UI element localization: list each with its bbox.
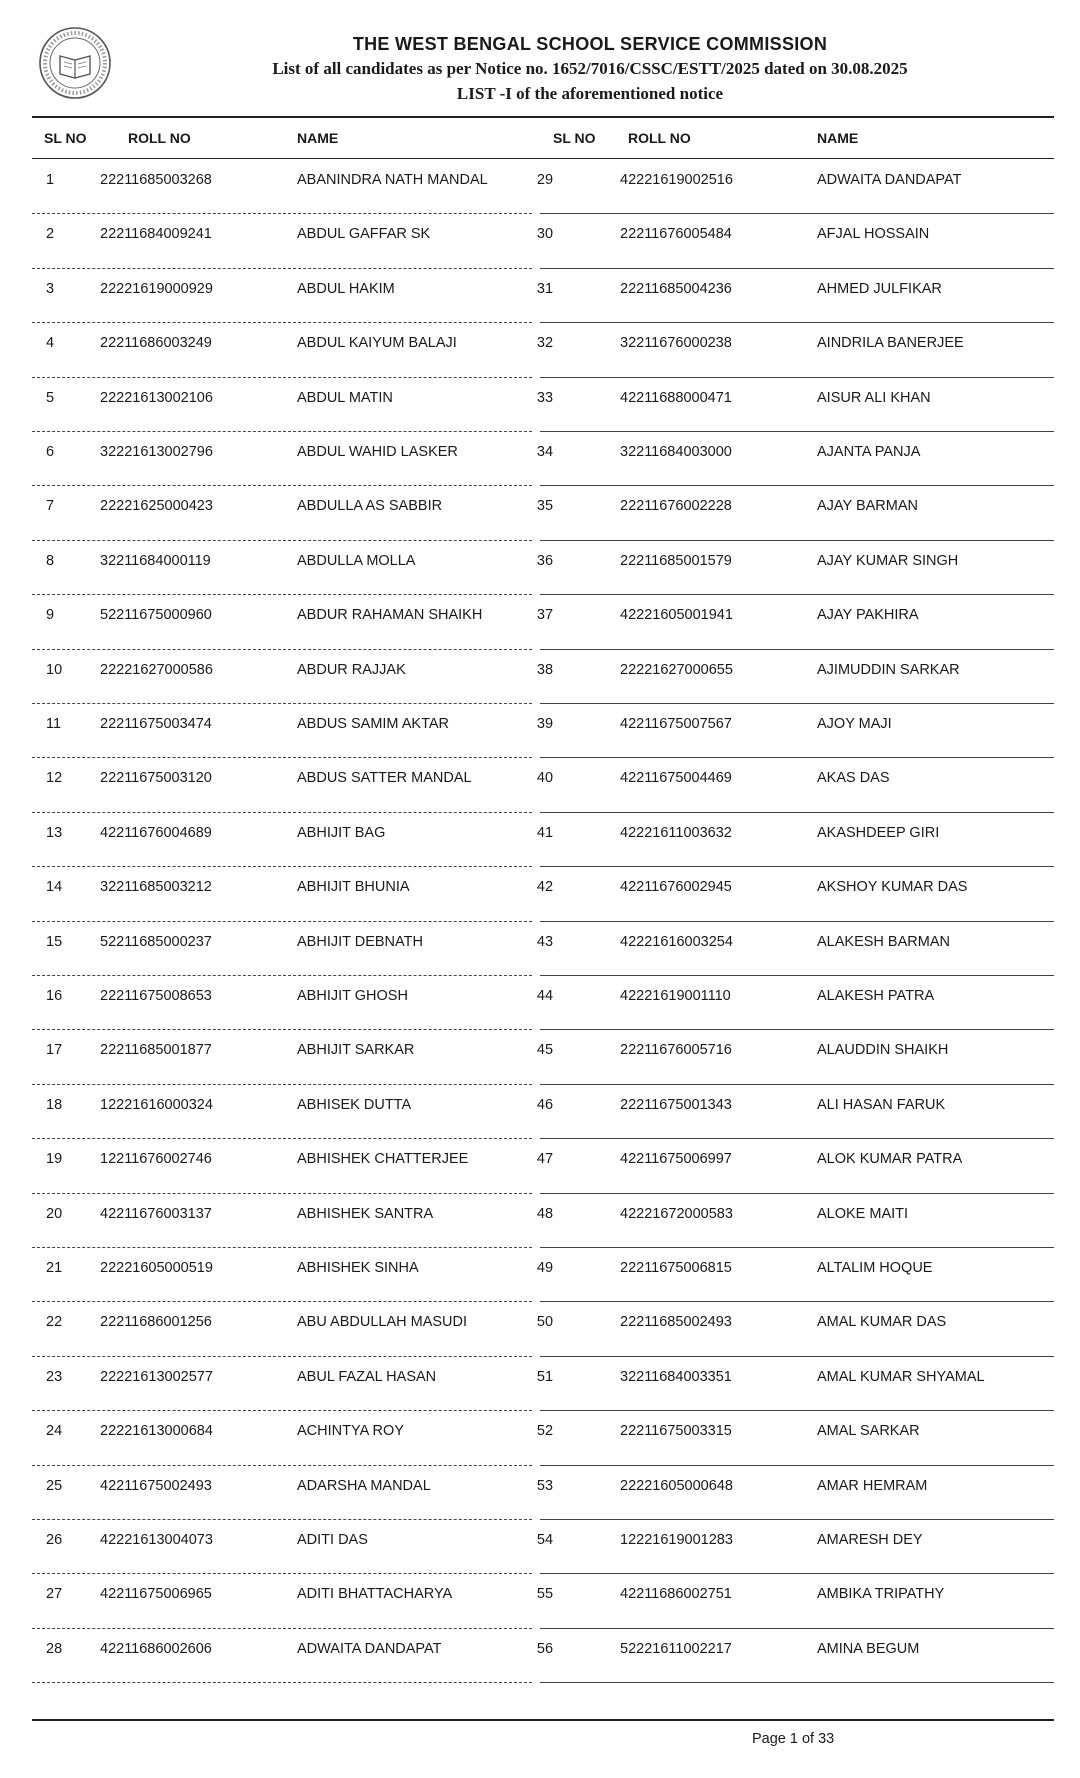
table-row	[0, 1520, 1080, 1574]
table-row	[0, 867, 1080, 921]
cell-name-right: ALAKESH PATRA	[817, 988, 935, 1004]
cell-name-right: AJIMUDDIN SARKAR	[817, 661, 960, 678]
cell-name-right: ALOK KUMAR PATRA	[817, 1151, 963, 1168]
cell-sl-left: 16	[46, 988, 63, 1004]
cell-sl-left: 26	[46, 1532, 63, 1548]
cell-sl-left: 20	[46, 1205, 63, 1222]
cell-name-left: ADWAITA DANDAPAT	[297, 1640, 442, 1657]
table-row	[0, 976, 1080, 1030]
cell-name-right: ADWAITA DANDAPAT	[817, 172, 962, 188]
cell-name-left: ABU ABDULLAH MASUDI	[297, 1314, 468, 1331]
cell-name-left: ABDUL KAIYUM BALAJI	[297, 335, 457, 352]
cell-roll-left: 22221627000586	[100, 661, 213, 678]
cell-name-right: ALAUDDIN SHAIKH	[817, 1042, 949, 1059]
cell-name-left: ABDULLA MOLLA	[297, 552, 416, 569]
cell-sl-left: 15	[46, 933, 63, 950]
column-header-rule	[32, 158, 1054, 159]
row-separator-right	[540, 1682, 1054, 1683]
column-header-roll-left: ROLL NO	[128, 130, 191, 146]
cell-name-right: AISUR ALI KHAN	[817, 389, 931, 406]
table-row	[0, 1194, 1080, 1248]
cell-name-right: ALI HASAN FARUK	[817, 1096, 946, 1113]
cell-sl-right: 50	[536, 1314, 554, 1331]
cell-sl-right: 55	[536, 1586, 554, 1603]
cell-roll-left: 42211676003137	[100, 1205, 212, 1222]
cell-roll-right: 22221605000648	[620, 1477, 733, 1494]
cell-roll-left: 42211686002606	[100, 1640, 212, 1657]
table-row	[0, 1030, 1080, 1084]
cell-sl-left: 5	[46, 389, 55, 406]
cell-sl-right: 39	[536, 716, 554, 732]
cell-name-right: AINDRILA BANERJEE	[817, 335, 964, 352]
table-row	[0, 758, 1080, 812]
cell-name-left: ABDUR RAJJAK	[297, 661, 406, 678]
cell-roll-left: 32211684000119	[100, 552, 211, 569]
table-row	[0, 1139, 1080, 1193]
cell-sl-right: 54	[536, 1532, 554, 1548]
table-row	[0, 1085, 1080, 1139]
cell-roll-right: 42211675004469	[620, 770, 732, 787]
cell-roll-right: 42211675007567	[620, 716, 732, 732]
cell-sl-right: 40	[536, 770, 554, 787]
cell-name-right: AJAY KUMAR SINGH	[817, 552, 959, 569]
cell-name-right: ALOKE MAITI	[817, 1205, 909, 1222]
cell-roll-left: 42221613004073	[100, 1532, 213, 1548]
cell-sl-right: 35	[536, 498, 554, 515]
cell-sl-right: 36	[536, 552, 554, 569]
cell-name-right: ALAKESH BARMAN	[817, 933, 950, 950]
cell-roll-right: 22211685004236	[620, 280, 732, 297]
table-row	[0, 486, 1080, 540]
table-row	[0, 704, 1080, 758]
cell-sl-left: 27	[46, 1586, 63, 1603]
cell-sl-left: 14	[46, 879, 63, 896]
cell-roll-right: 12221619001283	[620, 1532, 733, 1548]
cell-sl-right: 29	[536, 172, 554, 188]
cell-roll-right: 42221619002516	[620, 172, 733, 188]
cell-sl-left: 1	[46, 172, 55, 188]
cell-roll-right: 42221672000583	[620, 1205, 733, 1222]
column-header-name-right: NAME	[817, 130, 859, 146]
cell-roll-left: 22211685001877	[100, 1042, 212, 1059]
cell-sl-left: 18	[46, 1096, 63, 1113]
cell-name-right: AJOY MAJI	[817, 716, 892, 732]
cell-sl-right: 45	[536, 1042, 554, 1059]
cell-roll-left: 22211675003120	[100, 770, 212, 787]
cell-name-right: AMBIKA TRIPATHY	[817, 1586, 945, 1603]
cell-name-left: ABDUL WAHID LASKER	[297, 444, 458, 460]
cell-roll-right: 22211676005484	[620, 226, 732, 243]
cell-name-right: AMAL KUMAR DAS	[817, 1314, 947, 1331]
cell-name-left: ABDUR RAHAMAN SHAIKH	[297, 607, 483, 624]
cell-name-left: ADARSHA MANDAL	[297, 1477, 431, 1494]
cell-roll-right: 42221616003254	[620, 933, 733, 950]
cell-sl-right: 46	[536, 1096, 554, 1113]
cell-name-left: ABHIJIT BAG	[297, 824, 386, 841]
list-subtitle: LIST -I of the aforementioned notice	[456, 84, 724, 103]
cell-name-left: ABHIJIT SARKAR	[297, 1042, 415, 1059]
cell-name-right: AHMED JULFIKAR	[817, 280, 942, 297]
cell-name-left: ABHISHEK CHATTERJEE	[297, 1151, 469, 1168]
row-separator-left	[32, 1682, 532, 1683]
cell-name-left: ABHIJIT GHOSH	[297, 988, 408, 1004]
cell-name-right: AJAY PAKHIRA	[817, 607, 919, 624]
cell-name-right: AJAY BARMAN	[817, 498, 918, 515]
notice-subtitle: List of all candidates as per Notice no. 1652/7016/CSSC/ESTT/2025 dated on 30.08.2025	[272, 59, 908, 78]
cell-sl-left: 28	[46, 1640, 63, 1657]
cell-name-left: ACHINTYA ROY	[297, 1423, 404, 1440]
cell-sl-right: 44	[536, 988, 554, 1004]
cell-roll-right: 22211685001579	[620, 552, 732, 569]
footer-rule	[32, 1719, 1054, 1721]
table-row	[0, 650, 1080, 704]
cell-name-right: ALTALIM HOQUE	[817, 1260, 933, 1276]
cell-roll-right: 32211676000238	[620, 335, 732, 352]
cell-name-right: AMARESH DEY	[817, 1532, 923, 1548]
cell-sl-right: 37	[536, 607, 554, 624]
table-row	[0, 1629, 1080, 1683]
cell-name-left: ADITI BHATTACHARYA	[297, 1586, 453, 1603]
cell-name-right: AMAL KUMAR SHYAMAL	[817, 1368, 985, 1385]
header-top-rule	[32, 116, 1054, 118]
cell-roll-right: 22211675001343	[620, 1096, 732, 1113]
table-row	[0, 160, 1080, 214]
cell-roll-left: 52211685000237	[100, 933, 212, 950]
cell-roll-left: 22221625000423	[100, 498, 213, 515]
cell-roll-right: 42221619001110	[620, 988, 731, 1004]
cell-name-right: AFJAL HOSSAIN	[817, 226, 930, 243]
table-row	[0, 1574, 1080, 1628]
cell-roll-right: 22211675006815	[620, 1260, 732, 1276]
cell-sl-right: 42	[536, 879, 554, 896]
cell-sl-left: 8	[46, 552, 55, 569]
cell-sl-right: 38	[536, 661, 554, 678]
cell-name-left: ADITI DAS	[297, 1532, 368, 1548]
table-row	[0, 323, 1080, 377]
cell-sl-right: 31	[536, 280, 554, 297]
cell-name-left: ABDUS SAMIM AKTAR	[297, 716, 450, 732]
cell-name-right: AMAL SARKAR	[817, 1423, 920, 1440]
cell-roll-left: 42211675006965	[100, 1586, 212, 1603]
cell-name-left: ABANINDRA NATH MANDAL	[297, 172, 488, 188]
cell-sl-left: 13	[46, 824, 63, 841]
cell-sl-left: 4	[46, 335, 55, 352]
cell-roll-right: 42211686002751	[620, 1586, 732, 1603]
cell-roll-left: 22221613000684	[100, 1423, 213, 1440]
cell-name-left: ABHIJIT BHUNIA	[297, 879, 410, 896]
cell-name-left: ABUL FAZAL HASAN	[297, 1368, 437, 1385]
cell-roll-left: 22211686001256	[100, 1314, 212, 1331]
cell-roll-right: 42211688000471	[620, 389, 732, 406]
cell-name-left: ABHISHEK SINHA	[297, 1260, 419, 1276]
page-number: Page 1 of 33	[752, 1731, 835, 1747]
cell-sl-right: 30	[536, 226, 554, 243]
cell-roll-right: 22211685002493	[620, 1314, 732, 1331]
cell-roll-left: 52211675000960	[100, 607, 212, 624]
cell-roll-left: 22211686003249	[100, 335, 212, 352]
cell-name-right: AKAS DAS	[817, 770, 890, 787]
table-row	[0, 1357, 1080, 1411]
column-header-sl-right: SL NO	[553, 130, 596, 146]
cell-name-left: ABHIJIT DEBNATH	[297, 933, 423, 950]
cell-name-left: ABDUL HAKIM	[297, 280, 395, 297]
cell-sl-right: 53	[536, 1477, 554, 1494]
cell-roll-left: 22221613002577	[100, 1368, 213, 1385]
cell-sl-right: 49	[536, 1260, 554, 1276]
cell-sl-right: 51	[536, 1368, 554, 1385]
cell-sl-left: 24	[46, 1423, 63, 1440]
cell-name-right: AKSHOY KUMAR DAS	[817, 879, 968, 896]
cell-roll-left: 22211675008653	[100, 988, 212, 1004]
cell-roll-right: 22211675003315	[620, 1423, 732, 1440]
commission-seal-logo	[38, 26, 112, 100]
cell-sl-left: 3	[46, 280, 55, 297]
cell-sl-left: 10	[46, 661, 63, 678]
cell-name-right: AMINA BEGUM	[817, 1640, 920, 1657]
cell-roll-right: 42211676002945	[620, 879, 732, 896]
cell-roll-right: 42211675006997	[620, 1151, 732, 1168]
cell-sl-right: 33	[536, 389, 554, 406]
cell-sl-right: 56	[536, 1640, 554, 1657]
table-row	[0, 432, 1080, 486]
cell-sl-left: 7	[46, 498, 55, 515]
cell-roll-left: 32221613002796	[100, 444, 213, 460]
cell-roll-right: 32211684003000	[620, 444, 732, 460]
cell-roll-left: 42211675002493	[100, 1477, 212, 1494]
cell-roll-left: 22211675003474	[100, 716, 212, 732]
cell-sl-right: 41	[536, 824, 554, 841]
cell-roll-left: 22211684009241	[100, 226, 212, 243]
cell-sl-left: 25	[46, 1477, 63, 1494]
table-row	[0, 1248, 1080, 1302]
table-row	[0, 1411, 1080, 1465]
cell-sl-left: 6	[46, 444, 55, 460]
cell-sl-right: 52	[536, 1423, 554, 1440]
cell-sl-left: 22	[46, 1314, 63, 1331]
cell-roll-left: 22221605000519	[100, 1260, 213, 1276]
cell-roll-left: 12221616000324	[100, 1096, 213, 1113]
table-row	[0, 269, 1080, 323]
table-row	[0, 922, 1080, 976]
table-row	[0, 378, 1080, 432]
table-row	[0, 1302, 1080, 1356]
document-title: THE WEST BENGAL SCHOOL SERVICE COMMISSION	[352, 34, 828, 54]
table-row	[0, 813, 1080, 867]
cell-name-right: AKASHDEEP GIRI	[817, 824, 940, 841]
cell-roll-left: 22211685003268	[100, 172, 212, 188]
cell-roll-right: 32211684003351	[620, 1368, 732, 1385]
column-header-name-left: NAME	[297, 130, 339, 146]
cell-sl-left: 19	[46, 1151, 63, 1168]
table-row	[0, 214, 1080, 268]
cell-sl-left: 12	[46, 770, 63, 787]
cell-sl-right: 47	[536, 1151, 554, 1168]
cell-sl-right: 32	[536, 335, 554, 352]
cell-roll-left: 12211676002746	[100, 1151, 212, 1168]
cell-roll-left: 22221619000929	[100, 280, 213, 297]
table-row	[0, 1466, 1080, 1520]
cell-roll-right: 22211676005716	[620, 1042, 732, 1059]
cell-roll-right: 42221605001941	[620, 607, 733, 624]
cell-roll-left: 42211676004689	[100, 824, 212, 841]
cell-name-left: ABDUL MATIN	[297, 389, 393, 406]
cell-roll-right: 52221611002217	[620, 1640, 732, 1657]
cell-sl-left: 21	[46, 1260, 63, 1276]
cell-roll-right: 42221611003632	[620, 824, 732, 841]
cell-name-right: AJANTA PANJA	[817, 444, 921, 460]
cell-name-right: AMAR HEMRAM	[817, 1477, 928, 1494]
cell-roll-right: 22211676002228	[620, 498, 732, 515]
cell-roll-left: 22221613002106	[100, 389, 213, 406]
cell-roll-right: 22221627000655	[620, 661, 733, 678]
cell-sl-right: 48	[536, 1205, 554, 1222]
cell-sl-left: 23	[46, 1368, 63, 1385]
cell-name-left: ABHISHEK SANTRA	[297, 1205, 434, 1222]
cell-sl-left: 2	[46, 226, 55, 243]
cell-name-left: ABDULLA AS SABBIR	[297, 498, 443, 515]
table-row	[0, 595, 1080, 649]
cell-sl-right: 34	[536, 444, 554, 460]
cell-sl-right: 43	[536, 933, 554, 950]
cell-name-left: ABHISEK DUTTA	[297, 1096, 412, 1113]
cell-sl-left: 9	[46, 607, 55, 624]
column-header-sl-left: SL NO	[44, 130, 87, 146]
cell-sl-left: 11	[46, 716, 62, 732]
cell-roll-left: 32211685003212	[100, 879, 212, 896]
table-row	[0, 541, 1080, 595]
column-header-roll-right: ROLL NO	[628, 130, 691, 146]
cell-name-left: ABDUL GAFFAR SK	[297, 226, 431, 243]
cell-name-left: ABDUS SATTER MANDAL	[297, 770, 472, 787]
cell-sl-left: 17	[46, 1042, 63, 1059]
